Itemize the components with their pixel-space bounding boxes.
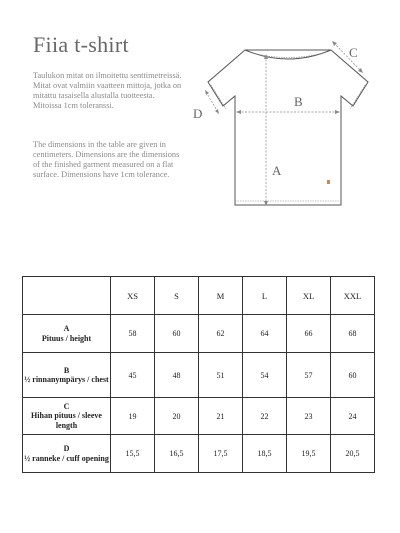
- measure-label-c: C: [349, 45, 358, 60]
- measure-label-a: A: [272, 163, 282, 178]
- table-row: [23, 353, 375, 398]
- table-cell: 19,5: [287, 435, 331, 473]
- description-finnish: Taulukon mitat on ilmoitettu senttimetreissä. Mitat ovat valmiin vaatteen mittoja, jotka on mitattu tasaisella alustalla tuotteesta. Mitoissa 1cm toleranssi.: [33, 71, 182, 111]
- table-cell: 58: [111, 315, 155, 353]
- measure-line-b: [236, 110, 340, 114]
- tshirt-outline: [208, 50, 368, 205]
- row-letter: C: [63, 401, 70, 411]
- table-cell: 16,5: [155, 435, 199, 473]
- table-cell: 54: [243, 353, 287, 398]
- size-header: XL: [287, 277, 331, 315]
- size-header: XXL: [331, 277, 375, 315]
- measure-label-b: B: [294, 94, 303, 109]
- size-chart-table: [22, 276, 375, 473]
- measure-label-d: D: [193, 106, 203, 121]
- measure-line-a: [264, 54, 268, 206]
- tshirt-measurement-diagram: [188, 30, 378, 220]
- table-cell: 60: [155, 315, 199, 353]
- table-cell: 18,5: [243, 435, 287, 473]
- row-label: [23, 435, 111, 473]
- measure-line-c: [332, 41, 363, 73]
- table-cell: 51: [199, 353, 243, 398]
- row-letter: A: [63, 324, 70, 333]
- table-cell: 62: [199, 315, 243, 353]
- table-cell: 24: [331, 398, 375, 435]
- row-label: [23, 353, 111, 398]
- row-letter: D: [63, 444, 70, 453]
- row-name: ½ rinnanympärys / chest: [24, 375, 109, 384]
- row-letter: B: [63, 365, 70, 375]
- table-cell: 66: [287, 315, 331, 353]
- label-tag: [327, 180, 330, 184]
- table-row: [23, 315, 375, 353]
- table-cell: 45: [111, 353, 155, 398]
- size-header: XS: [111, 277, 155, 315]
- row-name: Pituus / height: [41, 333, 92, 343]
- size-header: L: [243, 277, 287, 315]
- table-cell: 20,5: [331, 435, 375, 473]
- table-cell: 22: [243, 398, 287, 435]
- page-title: Fiia t-shirt: [33, 32, 129, 57]
- table-header-row: [23, 277, 375, 315]
- size-header: M: [199, 277, 243, 315]
- table-cell: 17,5: [199, 435, 243, 473]
- header-corner-cell: [23, 277, 111, 315]
- table-row: [23, 398, 375, 435]
- table-cell: 68: [331, 315, 375, 353]
- description-english: The dimensions in the table are given in centimeters. Dimensions are the dimensions of the finished garment measured on a flat surface. Dimensions have 1cm tolerance.: [33, 140, 180, 180]
- row-name: Hihan pituus / sleeve length: [31, 411, 102, 430]
- table-cell: 48: [155, 353, 199, 398]
- row-label: [23, 398, 111, 435]
- table-cell: 19: [111, 398, 155, 435]
- size-header: S: [155, 277, 199, 315]
- table-cell: 15,5: [111, 435, 155, 473]
- row-name: ½ ranneke / cuff opening: [24, 453, 109, 463]
- table-cell: 23: [287, 398, 331, 435]
- table-row: [23, 435, 375, 473]
- measure-line-d: [205, 90, 219, 114]
- table-cell: 20: [155, 398, 199, 435]
- table-cell: 57: [287, 353, 331, 398]
- row-label: [23, 315, 111, 353]
- table-cell: 21: [199, 398, 243, 435]
- table-cell: 64: [243, 315, 287, 353]
- table-cell: 60: [331, 353, 375, 398]
